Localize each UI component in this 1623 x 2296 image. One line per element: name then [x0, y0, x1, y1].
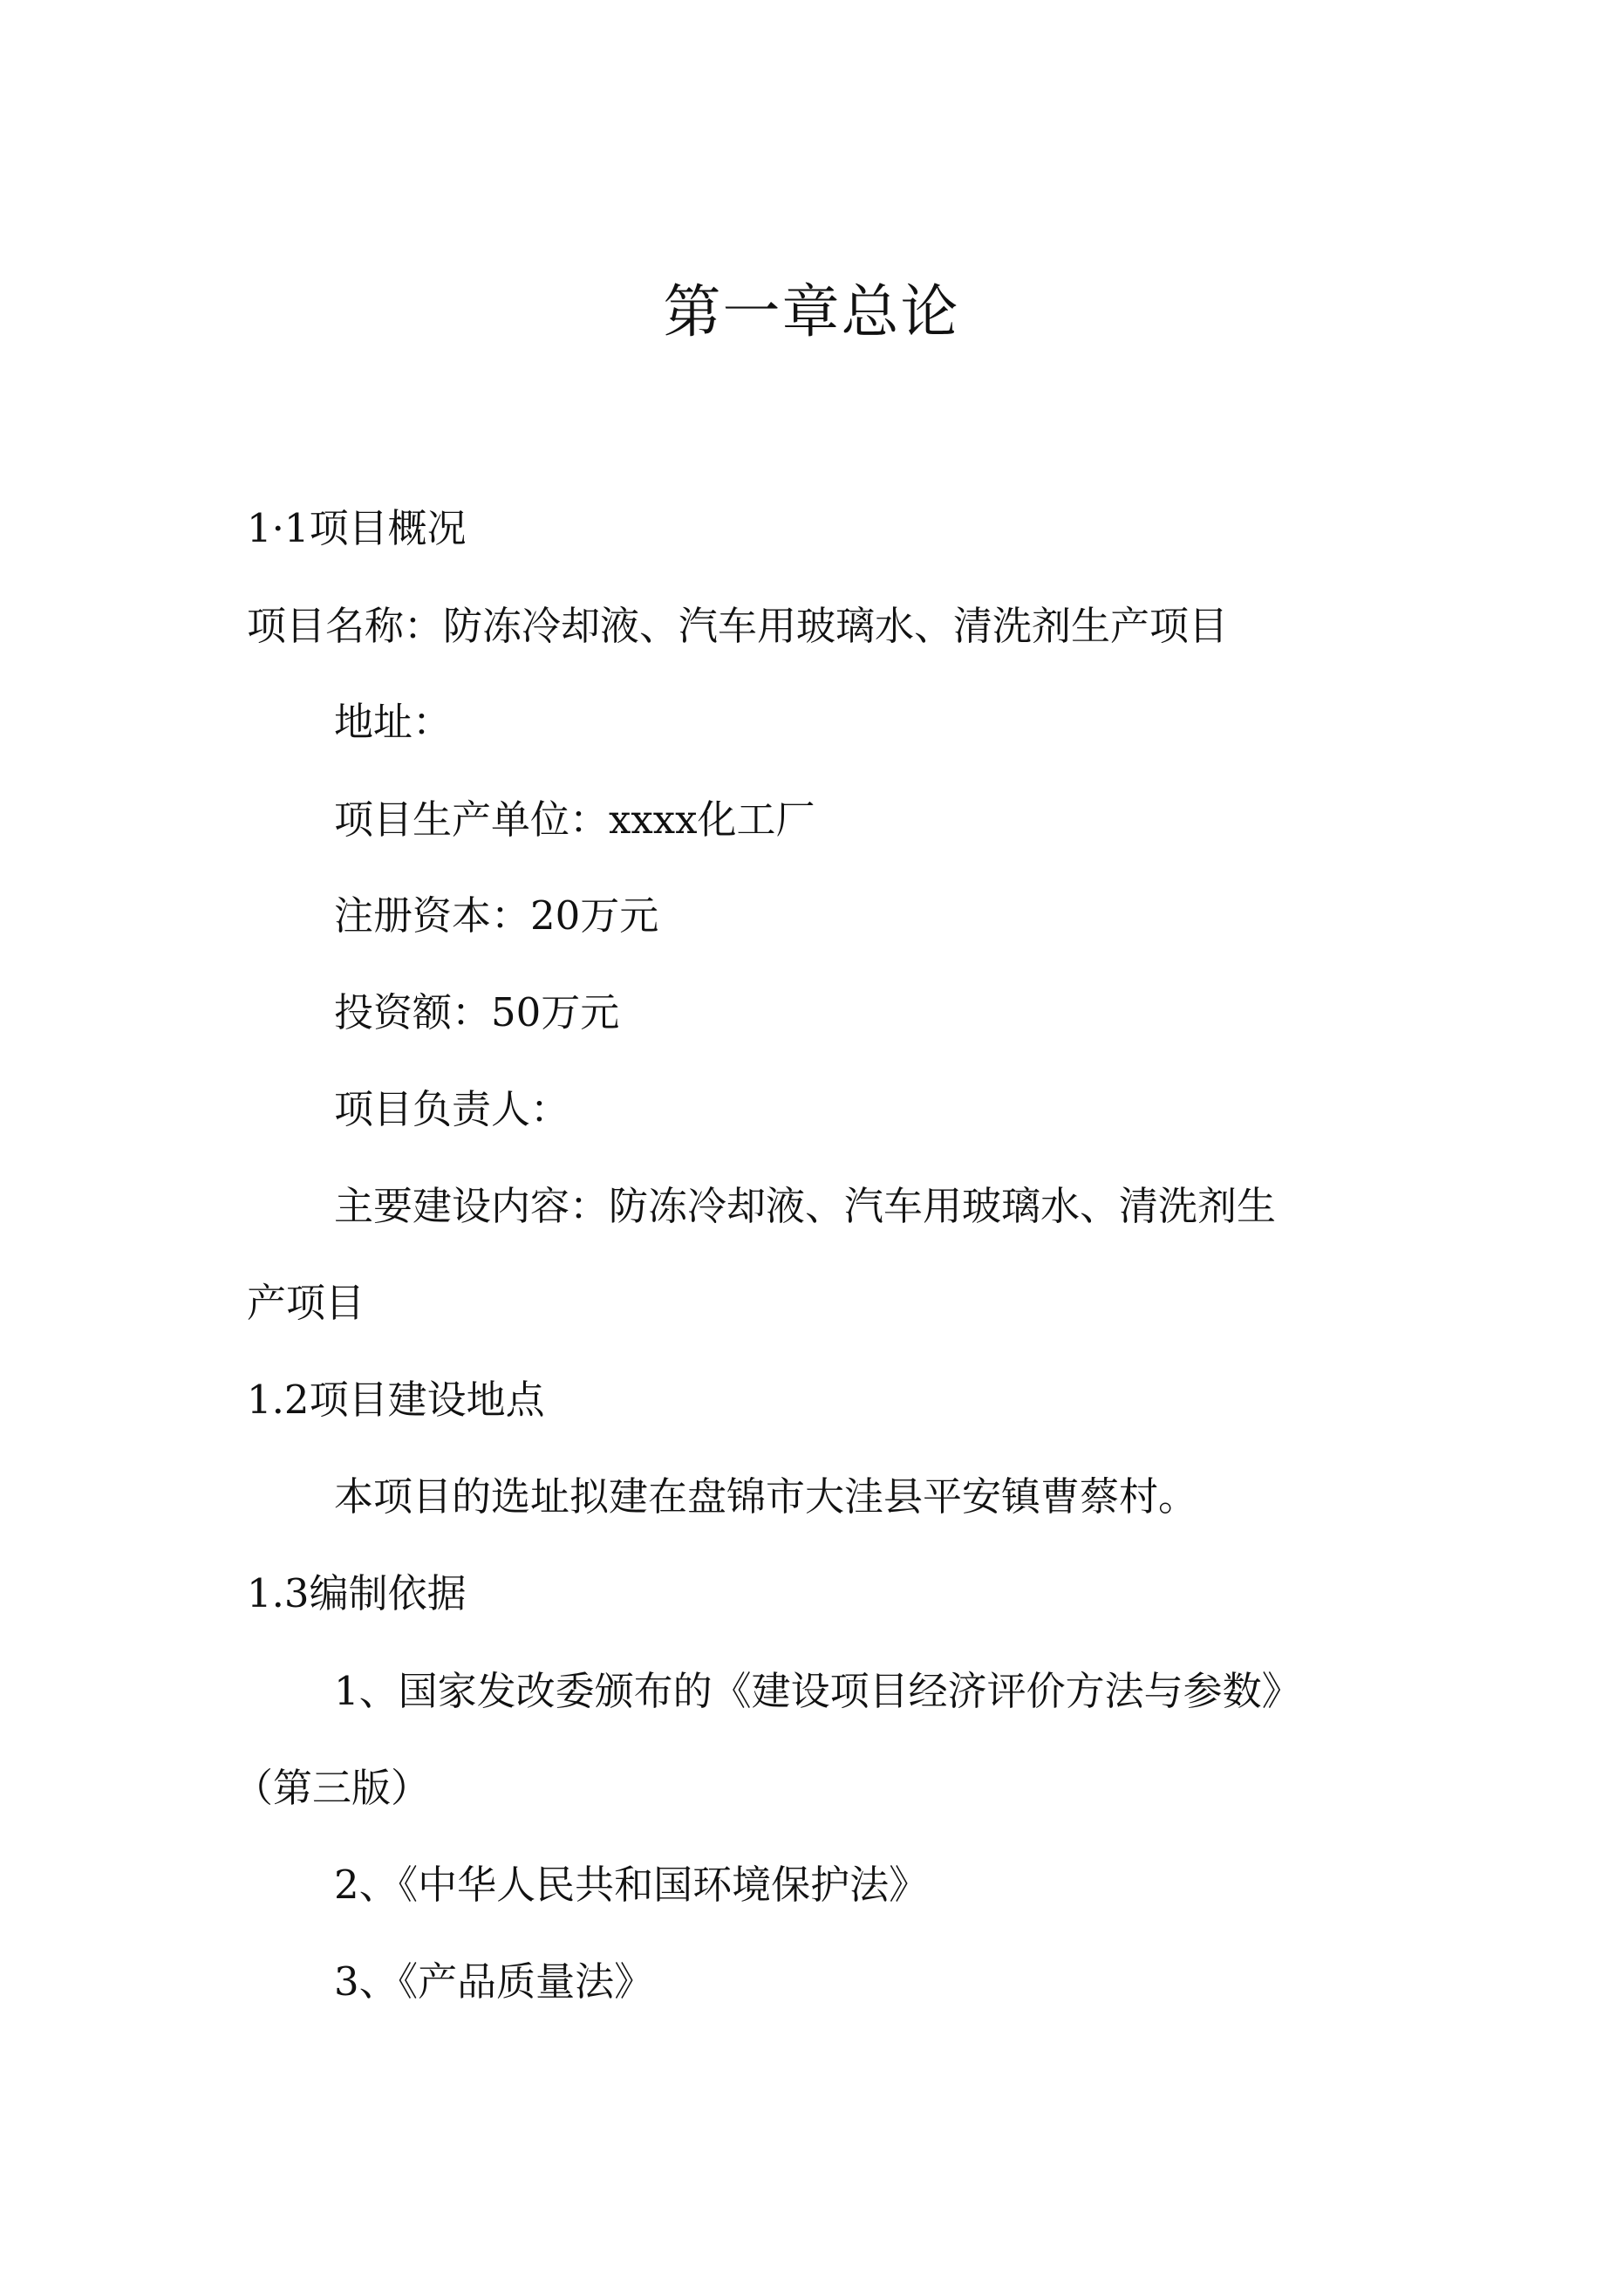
registered-capital-line: 注册资本：20万元: [334, 892, 659, 939]
chapter-title: 第一章总论: [663, 278, 960, 345]
production-unit-line: 项目生产单位：xxxx化工厂: [334, 796, 815, 843]
section-heading-1-3: 1.3编制依据: [247, 1570, 467, 1616]
project-name-line: 项目名称：防冻冷却液、汽车用玻璃水、清洗剂生产项目: [247, 603, 1229, 649]
basis-item-2: 2、《中华人民共和国环境保护法》: [334, 1862, 929, 1908]
construction-content-line-2: 产项目: [247, 1280, 365, 1326]
section-heading-1-1: 1·1项目概况: [247, 505, 467, 551]
address-line: 地址：: [334, 699, 453, 745]
construction-content-line-1: 主要建设内容：防冻冷却液、汽车用玻璃水、清洗剂生: [334, 1183, 1277, 1229]
basis-item-1-line-2: （第三版）: [234, 1765, 431, 1811]
basis-item-1-line-1: 1、国家发改委颁布的《建设项目经济评价方法与参数》: [334, 1668, 1301, 1714]
project-leader-line: 项目负责人：: [334, 1086, 570, 1132]
investment-line: 投资额：50万元: [334, 989, 620, 1035]
location-paragraph: 本项目的选址拟建在盘锦市大洼县平安镇曹蔡村。: [334, 1473, 1198, 1520]
section-heading-1-2: 1.2项目建设地点: [247, 1377, 545, 1423]
basis-item-3: 3、《产品质量法》: [334, 1958, 654, 2005]
